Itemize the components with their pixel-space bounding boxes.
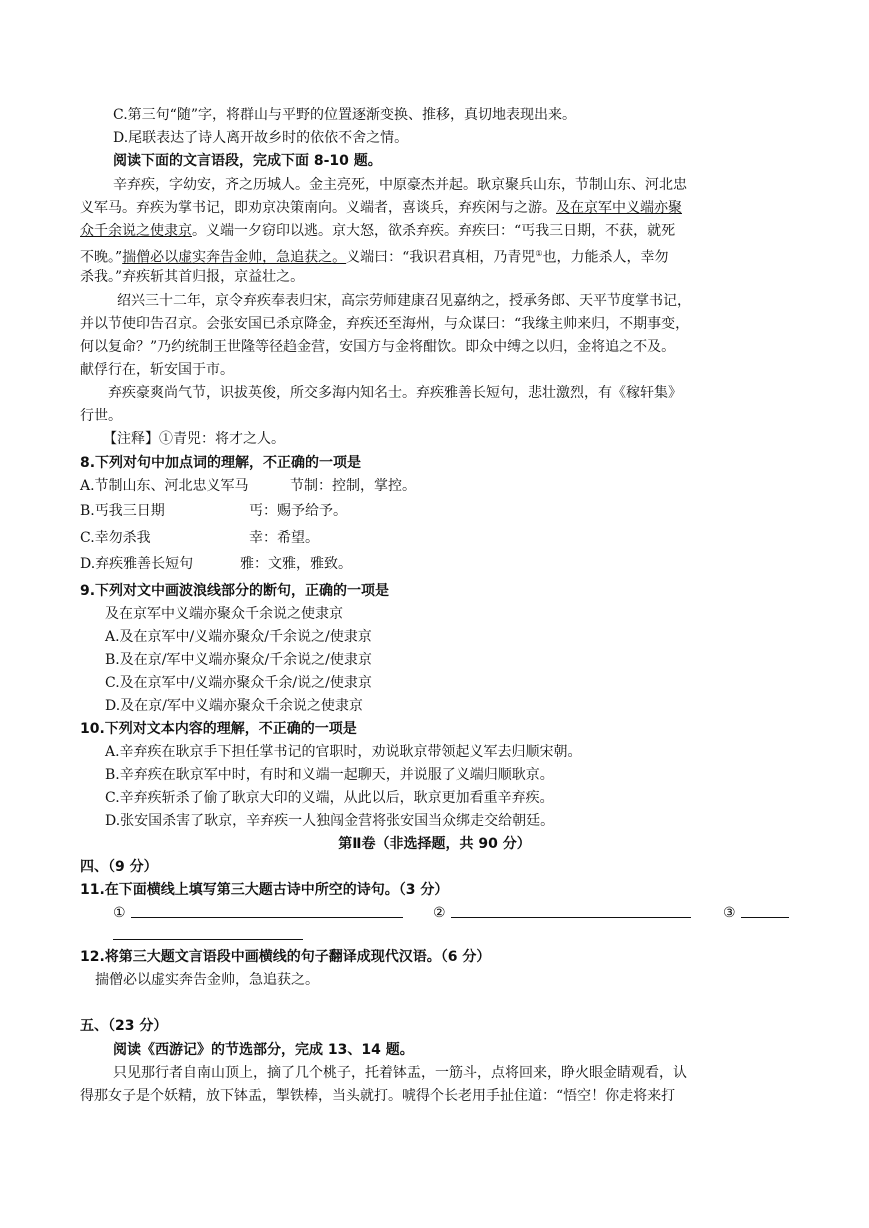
passage-line: 杀我。”弃疾斩其首归报，京益壮之。 <box>80 269 305 285</box>
answer-blank-2[interactable] <box>451 917 691 918</box>
annotation-note: 【注释】①青兕：将才之人。 <box>103 431 285 447</box>
wavy-underlined-sentence: 众千余说之使隶京 <box>80 223 192 239</box>
passage-text: 义端曰：“我识君真相，乃青兕 <box>346 249 536 266</box>
passage-line: 并以节使印告召京。会张安国已杀京降金，弃疾还至海州，与众谋曰：“我缘主帅来归，不期事变， <box>80 316 690 332</box>
passage-line: 辛弃疾，字幼安，齐之历城人。金主亮死，中原豪杰并起。耿京聚兵山东，节制山东、河北忠 <box>113 177 687 193</box>
q10-option-d: D.张安国杀害了耿京，辛弃疾一人独闯金营将张安国当众绑走交给朝廷。 <box>105 813 555 829</box>
passage-text: 不晚。” <box>80 249 123 266</box>
passage-line: 何以复命？”乃约统制王世隆等径趋金营，安国方与金将酣饮。即众中缚之以归，金将追之不及。 <box>80 339 676 355</box>
q8-option-d-gloss: 雅：文雅，雅致。 <box>240 556 352 572</box>
q12-sentence: 揣僧必以虚实奔告金帅，急追获之。 <box>95 972 319 988</box>
q10-option-c: C.辛弃疾斩杀了偷了耿京大印的义端，从此以后，耿京更加看重辛弃疾。 <box>105 790 554 806</box>
q9-option-b: B.及在京/军中义端亦聚众/千余说之/使隶京 <box>105 652 372 668</box>
q9-option-a: A.及在京军中/义端亦聚众/千余说之/使隶京 <box>105 629 372 645</box>
wavy-underlined-sentence: 及在京军中义端亦聚 <box>556 200 682 216</box>
passage-text: 也，力能杀人，幸勿 <box>542 249 669 266</box>
answer-blank-3-continued[interactable] <box>113 939 303 940</box>
q8-option-c: C.幸勿杀我 <box>80 530 151 546</box>
passage-line: 献俘行在，斩安国于市。 <box>80 362 234 378</box>
question-11-stem: 11.在下面横线上填写第三大题古诗中所空的诗句。（3 分） <box>80 882 449 898</box>
answer-blank-3[interactable] <box>741 917 789 918</box>
passage-line: 绍兴三十二年，京令弃疾奉表归宋，高宗劳师建康召见嘉纳之，授承务郎、天平节度掌书记， <box>117 293 691 309</box>
passage-line: 得那女子是个妖精，放下钵盂，掣铁棒，当头就打。唬得个长老用手扯住道：“悟空！你走将来打 <box>80 1088 676 1104</box>
q8-option-c-gloss: 幸：希望。 <box>249 530 319 546</box>
section5-instruction: 阅读《西游记》的节选部分，完成 13、14 题。 <box>113 1042 414 1058</box>
q8-option-b: B.丐我三日期 <box>80 503 165 519</box>
q9-sentence: 及在京军中义端亦聚众千余说之使隶京 <box>105 606 343 622</box>
blank-label-1: ① <box>113 905 126 921</box>
question-9-stem: 9.下列对文中画波浪线部分的断句，正确的一项是 <box>80 583 390 599</box>
passage-line: 弃疾豪爽尚气节，识拔英俊，所交多海内知名士。弃疾雅善长短句，悲壮激烈，有《稼轩集》 <box>108 385 682 401</box>
blank-label-2: ② <box>433 905 446 921</box>
section-4-heading: 四、（9 分） <box>80 859 158 875</box>
question-8-stem: 8.下列对句中加点词的理解，不正确的一项是 <box>80 455 362 471</box>
q10-option-a: A.辛弃疾在耿京手下担任掌书记的官职时，劝说耿京带领起义军去归顺宋朝。 <box>105 744 582 760</box>
q8-option-b-gloss: 丐：赐予给予。 <box>249 503 347 519</box>
answer-blank-1[interactable] <box>131 917 403 918</box>
question-10-stem: 10.下列对文本内容的理解，不正确的一项是 <box>80 721 357 737</box>
q9-option-d: D.及在京/军中义端亦聚众千余说之使隶京 <box>105 698 363 714</box>
option-c: C.第三句“随”字，将群山与平野的位置逐渐变换、推移，真切地表现出来。 <box>113 107 576 123</box>
blank-label-3: ③ <box>723 905 736 921</box>
passage-line <box>80 197 682 220</box>
q8-option-d: D.弃疾雅善长短句 <box>80 556 194 572</box>
option-d: D.尾联表达了诗人离开故乡时的依依不舍之情。 <box>113 130 409 146</box>
passage-text: 。义端一夕窃印以逃。京大怒，欲杀弃疾。弃疾曰：“丐我三日期，不获，就死 <box>192 223 676 239</box>
q9-option-c: C.及在京军中/义端亦聚众千余/说之/使隶京 <box>105 675 372 691</box>
passage-text: 义军马。弃疾为掌书记，即劝京决策南向。义端者，喜谈兵，弃疾闲与之游。 <box>80 200 556 216</box>
passage-line: 只见那行者自南山顶上，摘了几个桃子，托着钵盂，一筋斗，点将回来，睁火眼金睛观看，认 <box>113 1065 687 1081</box>
footnote-mark: ① <box>535 249 543 258</box>
passage-line: 行世。 <box>80 408 122 424</box>
q10-option-b: B.辛弃疾在耿京军中时，有时和义端一起聊天，并说服了义端归顺耿京。 <box>105 767 554 783</box>
section-5-heading: 五、（23 分） <box>80 1018 168 1034</box>
q8-option-a: A.节制山东、河北忠义军马 <box>80 478 249 494</box>
passage-line <box>80 220 675 243</box>
q8-option-a-gloss: 节制：控制，掌控。 <box>290 478 416 494</box>
underlined-sentence: 揣僧必以虚实奔告金帅，急追获之。 <box>122 249 347 266</box>
volume-2-title: 第Ⅱ卷（非选择题，共 90 分） <box>338 836 531 852</box>
section3-instruction: 阅读下面的文言语段，完成下面 8-10 题。 <box>113 153 382 169</box>
question-12-stem: 12.将第三大题文言语段中画横线的句子翻译成现代汉语。（6 分） <box>80 949 491 965</box>
